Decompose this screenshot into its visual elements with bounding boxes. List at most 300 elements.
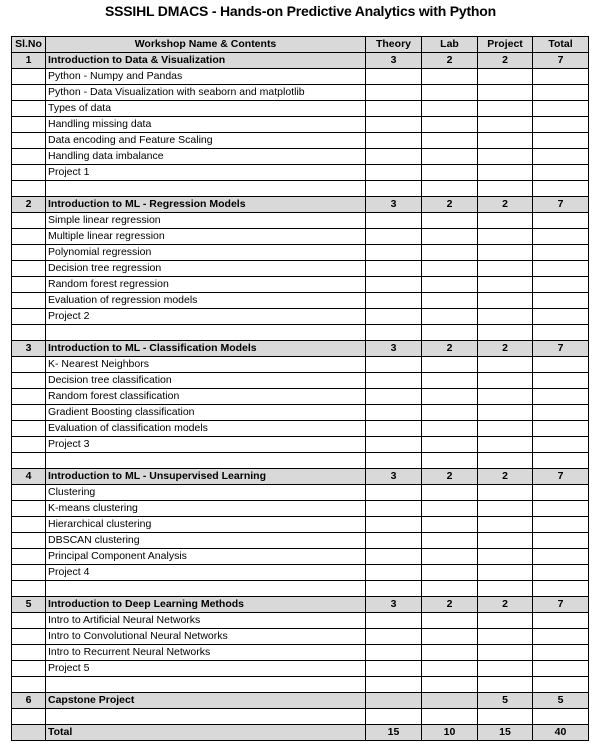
table-row bbox=[12, 149, 589, 165]
table-row bbox=[12, 421, 589, 437]
project-cell bbox=[478, 613, 533, 629]
theory-cell bbox=[366, 325, 422, 341]
name-cell: Hierarchical clustering bbox=[46, 517, 366, 533]
project-cell bbox=[478, 149, 533, 165]
sl-no-cell: 3 bbox=[12, 341, 46, 357]
lab-cell bbox=[422, 405, 478, 421]
theory-cell bbox=[366, 437, 422, 453]
total-cell bbox=[533, 437, 589, 453]
table-row bbox=[12, 229, 589, 245]
theory-cell bbox=[366, 405, 422, 421]
total-cell bbox=[533, 133, 589, 149]
section-row bbox=[12, 197, 589, 213]
theory-cell bbox=[366, 229, 422, 245]
name-cell bbox=[46, 709, 366, 725]
table-row bbox=[12, 293, 589, 309]
theory-cell bbox=[366, 645, 422, 661]
sl-no-cell bbox=[12, 373, 46, 389]
total-cell bbox=[533, 677, 589, 693]
sl-no-cell bbox=[12, 389, 46, 405]
total-cell bbox=[533, 453, 589, 469]
project-cell: 2 bbox=[478, 197, 533, 213]
project-cell bbox=[478, 261, 533, 277]
sl-no-cell bbox=[12, 101, 46, 117]
lab-cell bbox=[422, 309, 478, 325]
project-cell bbox=[478, 533, 533, 549]
lab-cell bbox=[422, 293, 478, 309]
project-cell bbox=[478, 69, 533, 85]
theory-cell bbox=[366, 389, 422, 405]
project-cell bbox=[478, 309, 533, 325]
lab-cell bbox=[422, 389, 478, 405]
sl-no-cell: 5 bbox=[12, 597, 46, 613]
table-row bbox=[12, 309, 589, 325]
blank-row bbox=[12, 181, 589, 197]
project-cell bbox=[478, 645, 533, 661]
name-cell: Handling data imbalance bbox=[46, 149, 366, 165]
name-cell: Project 5 bbox=[46, 661, 366, 677]
project-cell bbox=[478, 549, 533, 565]
name-cell: Gradient Boosting classification bbox=[46, 405, 366, 421]
sl-no-cell bbox=[12, 149, 46, 165]
theory-cell bbox=[366, 117, 422, 133]
table-row bbox=[12, 533, 589, 549]
table-row bbox=[12, 517, 589, 533]
total-cell bbox=[533, 229, 589, 245]
table-row bbox=[12, 245, 589, 261]
lab-cell bbox=[422, 581, 478, 597]
project-cell bbox=[478, 581, 533, 597]
lab-cell bbox=[422, 117, 478, 133]
theory-cell: 3 bbox=[366, 597, 422, 613]
theory-cell bbox=[366, 357, 422, 373]
project-cell: 2 bbox=[478, 53, 533, 69]
lab-cell bbox=[422, 565, 478, 581]
name-cell: K- Nearest Neighbors bbox=[46, 357, 366, 373]
name-cell: DBSCAN clustering bbox=[46, 533, 366, 549]
project-cell bbox=[478, 117, 533, 133]
project-cell bbox=[478, 325, 533, 341]
table-row bbox=[12, 165, 589, 181]
project-cell bbox=[478, 629, 533, 645]
project-cell bbox=[478, 565, 533, 581]
section-row bbox=[12, 53, 589, 69]
project-cell bbox=[478, 357, 533, 373]
theory-cell bbox=[366, 181, 422, 197]
lab-cell bbox=[422, 533, 478, 549]
project-cell bbox=[478, 293, 533, 309]
name-cell bbox=[46, 677, 366, 693]
lab-cell bbox=[422, 613, 478, 629]
theory-cell: 3 bbox=[366, 53, 422, 69]
table-row bbox=[12, 549, 589, 565]
lab-cell: 2 bbox=[422, 197, 478, 213]
sl-no-cell bbox=[12, 357, 46, 373]
theory-cell bbox=[366, 517, 422, 533]
total-cell bbox=[533, 101, 589, 117]
header-workshop-name: Workshop Name & Contents bbox=[46, 37, 366, 53]
project-cell bbox=[478, 245, 533, 261]
sl-no-cell: 4 bbox=[12, 469, 46, 485]
table-row bbox=[12, 629, 589, 645]
total-cell bbox=[533, 245, 589, 261]
project-cell bbox=[478, 389, 533, 405]
project-cell bbox=[478, 661, 533, 677]
sl-no-cell bbox=[12, 181, 46, 197]
project-cell bbox=[478, 133, 533, 149]
total-cell bbox=[533, 421, 589, 437]
total-cell bbox=[533, 501, 589, 517]
sl-no-cell bbox=[12, 613, 46, 629]
sl-no-cell bbox=[12, 165, 46, 181]
theory-cell: 3 bbox=[366, 469, 422, 485]
total-cell: 7 bbox=[533, 53, 589, 69]
theory-cell bbox=[366, 101, 422, 117]
project-cell bbox=[478, 677, 533, 693]
sl-no-cell bbox=[12, 453, 46, 469]
sl-no-cell bbox=[12, 69, 46, 85]
theory-cell bbox=[366, 421, 422, 437]
total-cell bbox=[533, 389, 589, 405]
sl-no-cell bbox=[12, 581, 46, 597]
name-cell: Types of data bbox=[46, 101, 366, 117]
name-cell: Random forest regression bbox=[46, 277, 366, 293]
name-cell: Total bbox=[46, 725, 366, 741]
theory-cell: 3 bbox=[366, 197, 422, 213]
sl-no-cell bbox=[12, 485, 46, 501]
blank-row bbox=[12, 325, 589, 341]
name-cell bbox=[46, 453, 366, 469]
lab-cell bbox=[422, 629, 478, 645]
total-cell bbox=[533, 645, 589, 661]
name-cell: Handling missing data bbox=[46, 117, 366, 133]
lab-cell bbox=[422, 437, 478, 453]
sl-no-cell bbox=[12, 325, 46, 341]
table-row bbox=[12, 101, 589, 117]
name-cell: Intro to Artificial Neural Networks bbox=[46, 613, 366, 629]
table-row bbox=[12, 405, 589, 421]
theory-cell bbox=[366, 373, 422, 389]
name-cell bbox=[46, 581, 366, 597]
name-cell: Project 4 bbox=[46, 565, 366, 581]
total-cell bbox=[533, 517, 589, 533]
table-row bbox=[12, 485, 589, 501]
table-row bbox=[12, 277, 589, 293]
lab-cell bbox=[422, 245, 478, 261]
sl-no-cell: 1 bbox=[12, 53, 46, 69]
name-cell: Capstone Project bbox=[46, 693, 366, 709]
lab-cell bbox=[422, 181, 478, 197]
total-cell: 5 bbox=[533, 693, 589, 709]
section-row bbox=[12, 693, 589, 709]
name-cell: Project 2 bbox=[46, 309, 366, 325]
theory-cell bbox=[366, 165, 422, 181]
total-cell bbox=[533, 261, 589, 277]
theory-cell bbox=[366, 661, 422, 677]
name-cell: Introduction to ML - Regression Models bbox=[46, 197, 366, 213]
header-project: Project bbox=[478, 37, 533, 53]
project-cell bbox=[478, 517, 533, 533]
project-cell bbox=[478, 181, 533, 197]
theory-cell bbox=[366, 453, 422, 469]
theory-cell bbox=[366, 549, 422, 565]
total-cell bbox=[533, 709, 589, 725]
header-total: Total bbox=[533, 37, 589, 53]
lab-cell bbox=[422, 69, 478, 85]
total-cell bbox=[533, 277, 589, 293]
sl-no-cell bbox=[12, 293, 46, 309]
sl-no-cell bbox=[12, 117, 46, 133]
total-row bbox=[12, 725, 589, 741]
total-cell: 7 bbox=[533, 597, 589, 613]
theory-cell bbox=[366, 565, 422, 581]
total-cell bbox=[533, 213, 589, 229]
lab-cell bbox=[422, 85, 478, 101]
name-cell: Python - Data Visualization with seaborn and matplotlib bbox=[46, 85, 366, 101]
theory-cell bbox=[366, 629, 422, 645]
header-theory: Theory bbox=[366, 37, 422, 53]
lab-cell bbox=[422, 149, 478, 165]
sl-no-cell bbox=[12, 725, 46, 741]
theory-cell bbox=[366, 309, 422, 325]
workshop-schedule-table bbox=[11, 36, 589, 741]
total-cell bbox=[533, 405, 589, 421]
total-cell bbox=[533, 373, 589, 389]
sl-no-cell bbox=[12, 565, 46, 581]
project-cell bbox=[478, 485, 533, 501]
name-cell: Introduction to ML - Unsupervised Learning bbox=[46, 469, 366, 485]
total-cell bbox=[533, 533, 589, 549]
name-cell: Simple linear regression bbox=[46, 213, 366, 229]
total-cell bbox=[533, 325, 589, 341]
project-cell bbox=[478, 277, 533, 293]
section-row bbox=[12, 341, 589, 357]
theory-cell bbox=[366, 277, 422, 293]
table-row bbox=[12, 133, 589, 149]
name-cell: Evaluation of classification models bbox=[46, 421, 366, 437]
lab-cell bbox=[422, 373, 478, 389]
section-row bbox=[12, 597, 589, 613]
lab-cell bbox=[422, 213, 478, 229]
lab-cell: 2 bbox=[422, 597, 478, 613]
table-row bbox=[12, 213, 589, 229]
table-row bbox=[12, 261, 589, 277]
table-row bbox=[12, 501, 589, 517]
total-cell bbox=[533, 485, 589, 501]
lab-cell: 2 bbox=[422, 53, 478, 69]
name-cell: Data encoding and Feature Scaling bbox=[46, 133, 366, 149]
name-cell: Project 1 bbox=[46, 165, 366, 181]
lab-cell bbox=[422, 645, 478, 661]
name-cell: Intro to Recurrent Neural Networks bbox=[46, 645, 366, 661]
theory-cell bbox=[366, 149, 422, 165]
total-cell: 40 bbox=[533, 725, 589, 741]
lab-cell bbox=[422, 501, 478, 517]
project-cell bbox=[478, 405, 533, 421]
total-cell bbox=[533, 613, 589, 629]
theory-cell bbox=[366, 261, 422, 277]
project-cell bbox=[478, 213, 533, 229]
table-row bbox=[12, 373, 589, 389]
project-cell: 2 bbox=[478, 469, 533, 485]
name-cell: Decision tree regression bbox=[46, 261, 366, 277]
theory-cell bbox=[366, 293, 422, 309]
theory-cell bbox=[366, 581, 422, 597]
theory-cell: 3 bbox=[366, 341, 422, 357]
name-cell: Python - Numpy and Pandas bbox=[46, 69, 366, 85]
theory-cell bbox=[366, 501, 422, 517]
name-cell bbox=[46, 181, 366, 197]
table-row bbox=[12, 645, 589, 661]
sl-no-cell: 2 bbox=[12, 197, 46, 213]
theory-cell bbox=[366, 533, 422, 549]
total-cell bbox=[533, 309, 589, 325]
theory-cell bbox=[366, 213, 422, 229]
theory-cell bbox=[366, 245, 422, 261]
project-cell bbox=[478, 85, 533, 101]
project-cell bbox=[478, 165, 533, 181]
name-cell bbox=[46, 325, 366, 341]
theory-cell bbox=[366, 677, 422, 693]
table-row bbox=[12, 85, 589, 101]
project-cell: 15 bbox=[478, 725, 533, 741]
sl-no-cell bbox=[12, 661, 46, 677]
total-cell: 7 bbox=[533, 341, 589, 357]
theory-cell bbox=[366, 613, 422, 629]
table-row bbox=[12, 357, 589, 373]
project-cell bbox=[478, 709, 533, 725]
theory-cell bbox=[366, 69, 422, 85]
table-header-row bbox=[12, 37, 589, 53]
sl-no-cell bbox=[12, 501, 46, 517]
table-row bbox=[12, 437, 589, 453]
total-cell bbox=[533, 117, 589, 133]
total-cell: 7 bbox=[533, 469, 589, 485]
sl-no-cell bbox=[12, 517, 46, 533]
sl-no-cell bbox=[12, 533, 46, 549]
sl-no-cell bbox=[12, 133, 46, 149]
name-cell: Polynomial regression bbox=[46, 245, 366, 261]
total-cell bbox=[533, 165, 589, 181]
total-cell bbox=[533, 549, 589, 565]
document-title: SSSIHL DMACS - Hands-on Predictive Analytics with Python bbox=[105, 3, 496, 19]
sl-no-cell bbox=[12, 437, 46, 453]
lab-cell bbox=[422, 101, 478, 117]
table-row bbox=[12, 613, 589, 629]
total-cell bbox=[533, 69, 589, 85]
blank-row bbox=[12, 581, 589, 597]
total-cell bbox=[533, 85, 589, 101]
sl-no-cell bbox=[12, 309, 46, 325]
sl-no-cell bbox=[12, 229, 46, 245]
table-row bbox=[12, 565, 589, 581]
lab-cell bbox=[422, 357, 478, 373]
total-cell bbox=[533, 661, 589, 677]
sl-no-cell bbox=[12, 645, 46, 661]
lab-cell: 2 bbox=[422, 469, 478, 485]
sl-no-cell bbox=[12, 261, 46, 277]
project-cell bbox=[478, 229, 533, 245]
table-row bbox=[12, 69, 589, 85]
theory-cell bbox=[366, 85, 422, 101]
project-cell bbox=[478, 421, 533, 437]
sl-no-cell bbox=[12, 213, 46, 229]
table-row bbox=[12, 389, 589, 405]
lab-cell bbox=[422, 709, 478, 725]
lab-cell bbox=[422, 165, 478, 181]
total-cell bbox=[533, 629, 589, 645]
sl-no-cell bbox=[12, 677, 46, 693]
sl-no-cell bbox=[12, 277, 46, 293]
lab-cell bbox=[422, 677, 478, 693]
total-cell: 7 bbox=[533, 197, 589, 213]
name-cell: K-means clustering bbox=[46, 501, 366, 517]
lab-cell bbox=[422, 693, 478, 709]
total-cell bbox=[533, 565, 589, 581]
theory-cell bbox=[366, 693, 422, 709]
lab-cell bbox=[422, 133, 478, 149]
sl-no-cell bbox=[12, 245, 46, 261]
lab-cell bbox=[422, 549, 478, 565]
lab-cell bbox=[422, 277, 478, 293]
lab-cell bbox=[422, 517, 478, 533]
total-cell bbox=[533, 293, 589, 309]
project-cell bbox=[478, 501, 533, 517]
section-row bbox=[12, 469, 589, 485]
project-cell: 2 bbox=[478, 341, 533, 357]
sl-no-cell bbox=[12, 421, 46, 437]
name-cell: Introduction to Data & Visualization bbox=[46, 53, 366, 69]
project-cell: 2 bbox=[478, 597, 533, 613]
name-cell: Introduction to Deep Learning Methods bbox=[46, 597, 366, 613]
lab-cell bbox=[422, 485, 478, 501]
total-cell bbox=[533, 149, 589, 165]
theory-cell: 15 bbox=[366, 725, 422, 741]
header-lab: Lab bbox=[422, 37, 478, 53]
name-cell: Principal Component Analysis bbox=[46, 549, 366, 565]
lab-cell bbox=[422, 229, 478, 245]
lab-cell bbox=[422, 261, 478, 277]
lab-cell bbox=[422, 453, 478, 469]
name-cell: Evaluation of regression models bbox=[46, 293, 366, 309]
total-cell bbox=[533, 581, 589, 597]
theory-cell bbox=[366, 709, 422, 725]
sl-no-cell: 6 bbox=[12, 693, 46, 709]
name-cell: Multiple linear regression bbox=[46, 229, 366, 245]
name-cell: Intro to Convolutional Neural Networks bbox=[46, 629, 366, 645]
lab-cell: 2 bbox=[422, 341, 478, 357]
sl-no-cell bbox=[12, 85, 46, 101]
name-cell: Random forest classification bbox=[46, 389, 366, 405]
theory-cell bbox=[366, 485, 422, 501]
project-cell: 5 bbox=[478, 693, 533, 709]
name-cell: Project 3 bbox=[46, 437, 366, 453]
name-cell: Introduction to ML - Classification Models bbox=[46, 341, 366, 357]
sl-no-cell bbox=[12, 549, 46, 565]
project-cell bbox=[478, 453, 533, 469]
table-body bbox=[12, 53, 589, 741]
sl-no-cell bbox=[12, 405, 46, 421]
blank-row bbox=[12, 677, 589, 693]
sl-no-cell bbox=[12, 709, 46, 725]
table-row bbox=[12, 117, 589, 133]
name-cell: Decision tree classification bbox=[46, 373, 366, 389]
name-cell: Clustering bbox=[46, 485, 366, 501]
sl-no-cell bbox=[12, 629, 46, 645]
blank-row bbox=[12, 453, 589, 469]
theory-cell bbox=[366, 133, 422, 149]
lab-cell bbox=[422, 421, 478, 437]
